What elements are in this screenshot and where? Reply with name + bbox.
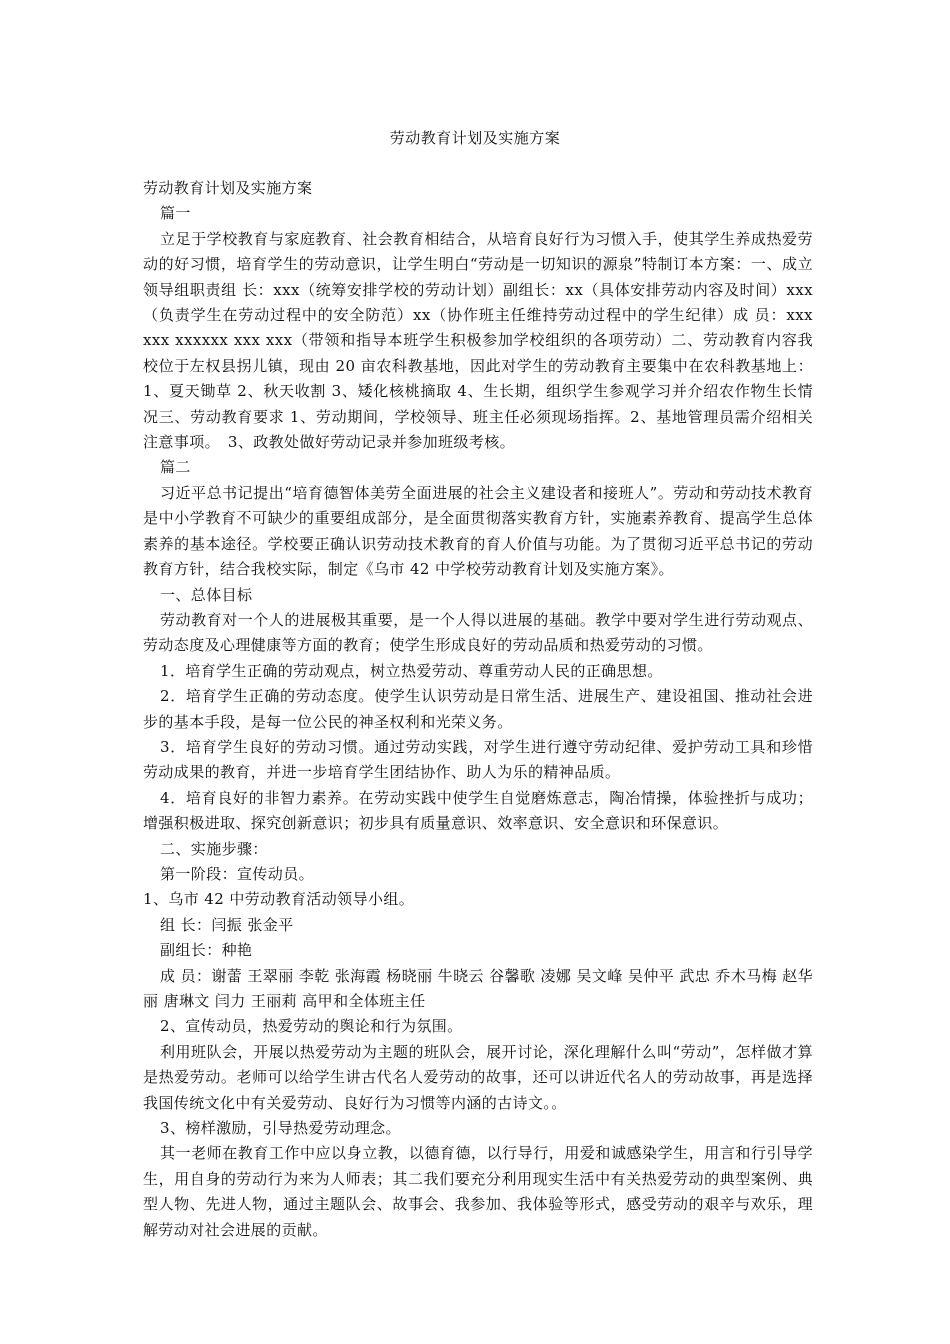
goal-item-1: 1．培育学生正确的劳动观点，树立热爱劳动、尊重劳动人民的正确思想。 (160, 661, 663, 680)
stage-one-heading: 第一阶段：宣传动员。 (160, 864, 315, 883)
paragraph-part-2-intro: 习近平总书记提出“培育德智体美劳全面进展的社会主义建设者和接班人”。劳动和劳动技术教育是中小学教育不可缺少的重要组成部分，是全面贯彻落实教育方针，实施素养教育、提高学生总体素养的基本途径。学校要正确认识劳动技术教育的育人价值与功能。为了贯彻习近平总书记的劳动教育方针，结合我校实际，制定《乌市 42 中学校劳动教育计划及实施方案》。 (143, 483, 813, 579)
document-body (143, 176, 813, 1243)
members-line: 成 员：谢蕾 王翠丽 李乾 张海霞 杨晓丽 牛晓云 谷馨歌 凌娜 吴文峰 吴仲平 武忠 乔木马梅 赵华丽 唐琳文 闫力 王丽莉 高甲和全体班主任 (143, 966, 813, 1010)
paragraph-part-1: 立足于学校教育与家庭教育、社会教育相结合，从培育良好行为习惯入手，使其学生养成热爱劳动的好习惯，培育学生的劳动意识，让学生明白“劳动是一切知识的源泉”特制订本方案：一、成立领导组职责组 长：xxx（统筹安排学校的劳动计划）副组长：xx（具体安排劳动内容及时间）xxx（负责学生在劳动过程中的安全防范）xx（协作班主任维持劳动过程中的学生纪律）成 员：xxx xxx xxxxxx xxx xxx（带领和指导本班学生积极参加学校组织的各项劳动）二、劳动教育内容我校位于左权县拐儿镇，现由 20 亩农科教基地，因此对学生的劳动教育主要集中在农科教基地上：1、夏天锄草 2、秋天收割 3、矮化核桃摘取 4、生长期，组织学生参观学习并介绍农作物生长情况三、劳动教育要求 1、劳动期间，学校领导、班主任必须现场指挥。2、基地管理员需介绍相关注意事项。 3、政教处做好劳动记录并参加班级考核。 (143, 229, 813, 452)
step-2-publicity: 2、宣传动员，热爱劳动的舆论和行为氛围。 (160, 1017, 463, 1036)
section-label-part-1: 篇一 (160, 204, 191, 223)
document-title: 劳动教育计划及实施方案 (389, 129, 561, 147)
section-label-part-2: 篇二 (160, 458, 191, 477)
paragraph-role-models: 其一老师在教育工作中应以身立教，以德育德，以行导行，用爱和诚感染学生，用言和行引导学生，用自身的劳动行为来为人师表；其二我们要充分利用现实生活中有关热爱劳动的典型案例、典型人物、先进人物，通过主题队会、故事会、我参加、我体验等形式，感受劳动的艰辛与欢乐，理解劳动对社会进展的贡献。 (143, 1144, 813, 1239)
paragraph-class-meetings: 利用班队会，开展以热爱劳动为主题的班队会，展开讨论，深化理解什么叫“劳动”，怎样做才算是热爱劳动。老师可以给学生讲古代名人爱劳动的故事，还可以讲近代名人的劳动故事，再是选择我国传统文化中有关爱劳动、良好行为习惯等内涵的古诗文。。 (143, 1042, 813, 1112)
step-1-leadership-group: 1、乌市 42 中劳动教育活动领导小组。 (143, 890, 415, 909)
body-heading: 劳动教育计划及实施方案 (143, 179, 313, 197)
heading-implementation-steps: 二、实施步骤： (160, 839, 268, 858)
paragraph-goal-intro: 劳动教育对一个人的进展极其重要，是一个人得以进展的基础。教学中要对学生进行劳动观点、劳动态度及心理健康等方面的教育；使学生形成良好的劳动品质和热爱劳动的习惯。 (143, 610, 813, 655)
goal-item-2: 2．培育学生正确的劳动态度。使学生认识劳动是日常生活、进展生产、建设祖国、推动社会进步的基本手段，是每一位公民的神圣权利和光荣义务。 (143, 687, 813, 731)
group-leader-line: 组 长：闫振 张金平 (160, 915, 294, 934)
heading-overall-goal: 一、总体目标 (160, 585, 253, 604)
goal-item-3: 3．培育学生良好的劳动习惯。通过劳动实践，对学生进行遵守劳动纪律、爱护劳动工具和珍惜劳动成果的教育，并进一步培育学生团结协作、助人为乐的精神品质。 (143, 737, 813, 782)
goal-item-4: 4．培育良好的非智力素养。在劳动实践中使学生自觉磨炼意志，陶冶情操，体验挫折与成功；增强积极进取、探究创新意识；初步具有质量意识、效率意识、安全意识和环保意识。 (143, 788, 813, 833)
deputy-leader-line: 副组长：种艳 (160, 941, 253, 960)
step-3-role-models: 3、榜样激励，引导热爱劳动理念。 (160, 1119, 401, 1138)
